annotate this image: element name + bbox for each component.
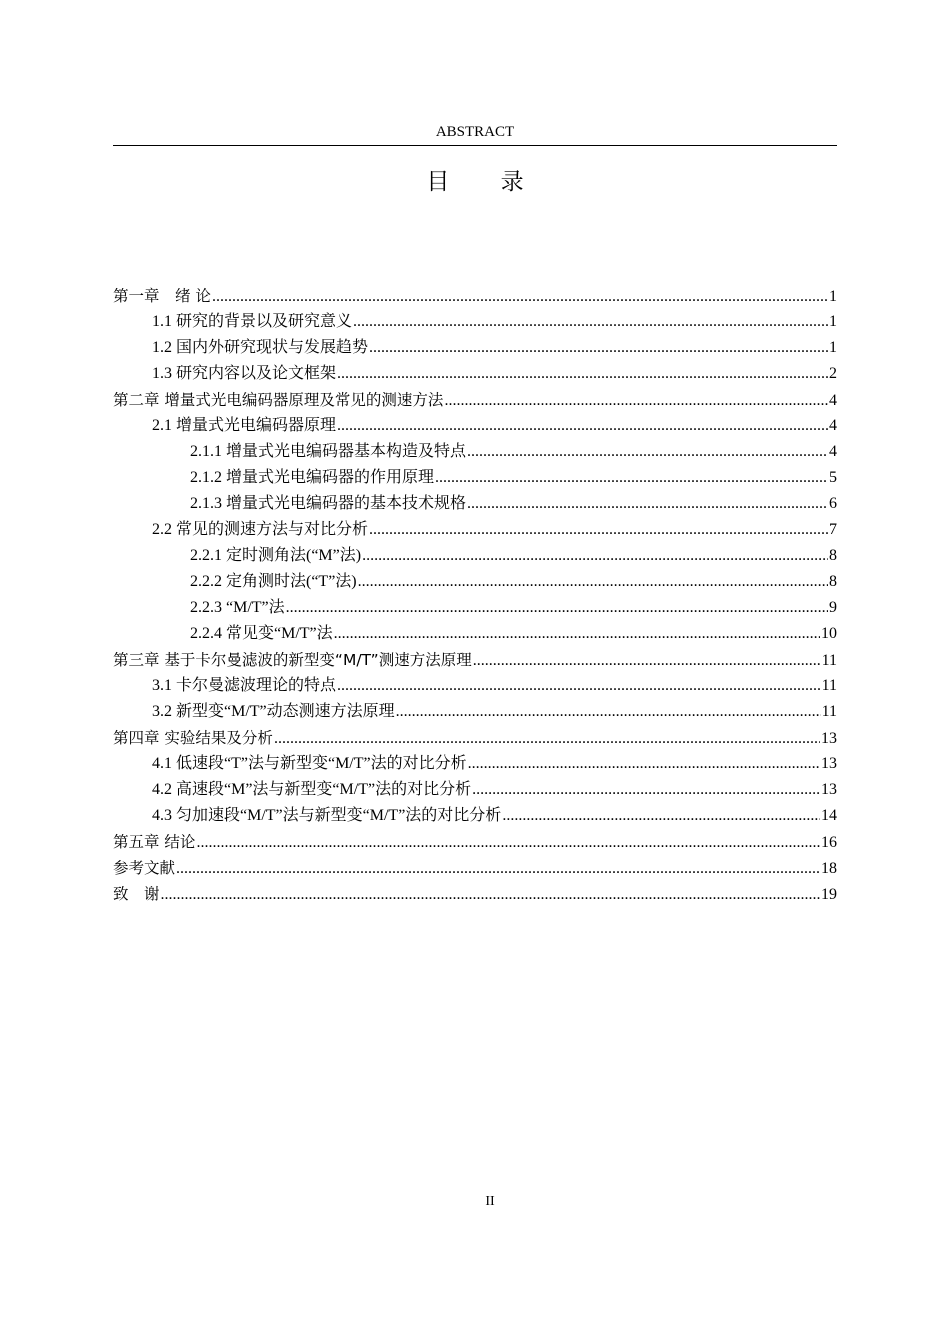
- toc-entry[interactable]: [113, 361, 837, 387]
- toc-dot-leader: [435, 465, 828, 491]
- toc-entry[interactable]: [113, 647, 837, 673]
- toc-entry-page: 9: [829, 599, 837, 616]
- toc-entry[interactable]: [113, 829, 837, 855]
- toc-entry-page: 11: [821, 652, 837, 669]
- toc-entry-title: 2.1 增量式光电编码器原理: [152, 417, 337, 434]
- toc-entry[interactable]: [113, 803, 837, 829]
- toc-entry-title: 2.2.2 定角测时法(“T”法): [190, 573, 357, 590]
- toc-entry-title: 3.2 新型变“M/T”动态测速方法原理: [152, 703, 395, 720]
- header-rule: [113, 145, 837, 146]
- toc-entry-page: 13: [821, 755, 837, 772]
- toc-entry-title: 2.1.2 增量式光电编码器的作用原理: [190, 469, 435, 486]
- toc-entry-title: 2.1.1 增量式光电编码器基本构造及特点: [190, 443, 467, 460]
- toc-entry[interactable]: [113, 751, 837, 777]
- toc-dot-leader: [369, 517, 828, 543]
- toc-entry-page: 13: [821, 781, 837, 798]
- toc-entry[interactable]: [113, 595, 837, 621]
- toc-dot-leader: [212, 284, 828, 310]
- toc-dot-leader: [473, 648, 821, 674]
- toc-dot-leader: [468, 751, 820, 777]
- toc-dot-leader: [358, 569, 828, 595]
- toc-entry-page: 8: [829, 547, 837, 564]
- toc-entry-title: 2.2.4 常见变“M/T”法: [190, 625, 333, 642]
- toc-entry-title: 2.2 常见的测速方法与对比分析: [152, 521, 369, 538]
- toc-entry-title: 4.2 高速段“M”法与新型变“M/T”法的对比分析: [152, 781, 472, 798]
- toc-entry-page: 19: [821, 886, 837, 903]
- toc-dot-leader: [286, 595, 828, 621]
- toc-dot-leader: [161, 882, 820, 908]
- toc-entry[interactable]: [113, 777, 837, 803]
- page-number: II: [485, 1194, 495, 1209]
- toc-entry-page: 11: [821, 677, 837, 694]
- toc-entry-title: 2.1.3 增量式光电编码器的基本技术规格: [190, 495, 467, 512]
- toc-entry-page: 8: [829, 573, 837, 590]
- toc-entry-page: 5: [829, 469, 837, 486]
- toc-entry[interactable]: [113, 491, 837, 517]
- toc-entry-page: 18: [821, 860, 837, 877]
- toc-entry[interactable]: [113, 413, 837, 439]
- toc-dot-leader: [467, 439, 828, 465]
- toc-entry[interactable]: [113, 439, 837, 465]
- toc-entry[interactable]: [113, 309, 837, 335]
- toc-entry[interactable]: [113, 517, 837, 543]
- toc-dot-leader: [467, 491, 828, 517]
- toc-entry-title: 参考文献: [113, 859, 176, 877]
- toc-entry-title: 3.1 卡尔曼滤波理论的特点: [152, 677, 337, 694]
- toc-entry-page: 11: [821, 703, 837, 720]
- toc-title: 目 录: [426, 169, 546, 195]
- toc-entry-title: 1.2 国内外研究现状与发展趋势: [152, 339, 369, 356]
- toc-entry-title: 1.1 研究的背景以及研究意义: [152, 313, 353, 330]
- toc-entry[interactable]: [113, 465, 837, 491]
- toc-dot-leader: [362, 543, 828, 569]
- toc-dot-leader: [196, 830, 820, 856]
- toc-dot-leader: [472, 777, 820, 803]
- toc-entry-page: 1: [829, 313, 837, 330]
- toc-entry-page: 1: [829, 288, 837, 305]
- toc-entry-page: 4: [829, 392, 837, 409]
- toc-entry-page: 2: [829, 365, 837, 382]
- running-header: ABSTRACT: [435, 124, 515, 140]
- toc-entry-page: 7: [829, 521, 837, 538]
- toc-entry[interactable]: [113, 673, 837, 699]
- toc-dot-leader: [444, 388, 828, 414]
- toc-entry[interactable]: [113, 543, 837, 569]
- toc-entry-title: 第三章 基于卡尔曼滤波的新型变“M/T”测速方法原理: [113, 651, 472, 669]
- toc-dot-leader: [334, 621, 820, 647]
- toc-entry[interactable]: [113, 699, 837, 725]
- toc-dot-leader: [353, 309, 828, 335]
- toc-entry[interactable]: [113, 283, 837, 309]
- toc-entry-title: 4.1 低速段“T”法与新型变“M/T”法的对比分析: [152, 755, 467, 772]
- toc-dot-leader: [176, 856, 820, 882]
- table-of-contents: [113, 283, 837, 907]
- toc-dot-leader: [337, 413, 828, 439]
- toc-entry-title: 4.3 匀加速段“M/T”法与新型变“M/T”法的对比分析: [152, 807, 502, 824]
- toc-entry-page: 1: [829, 339, 837, 356]
- toc-entry-page: 13: [821, 730, 837, 747]
- toc-entry-title: 致 谢: [113, 885, 160, 903]
- toc-entry-page: 10: [821, 625, 837, 642]
- toc-entry-title: 第二章 增量式光电编码器原理及常见的测速方法: [113, 391, 444, 409]
- toc-dot-leader: [274, 726, 820, 752]
- toc-entry[interactable]: [113, 725, 837, 751]
- toc-entry[interactable]: [113, 621, 837, 647]
- toc-dot-leader: [369, 335, 828, 361]
- toc-dot-leader: [337, 673, 821, 699]
- toc-entry-title: 第五章 结论: [113, 833, 196, 851]
- toc-entry-page: 16: [821, 834, 837, 851]
- toc-entry[interactable]: [113, 387, 837, 413]
- toc-entry-title: 第一章 绪 论: [113, 287, 211, 305]
- toc-entry-title: 2.2.1 定时测角法(“M”法): [190, 547, 362, 564]
- toc-entry-title: 2.2.3 “M/T”法: [190, 599, 285, 616]
- toc-entry[interactable]: [113, 569, 837, 595]
- toc-entry-title: 1.3 研究内容以及论文框架: [152, 365, 337, 382]
- toc-entry-page: 14: [821, 807, 837, 824]
- toc-entry-page: 6: [829, 495, 837, 512]
- toc-entry[interactable]: [113, 855, 837, 881]
- toc-dot-leader: [396, 699, 821, 725]
- toc-dot-leader: [337, 361, 828, 387]
- toc-entry[interactable]: [113, 335, 837, 361]
- toc-entry[interactable]: [113, 881, 837, 907]
- toc-entry-title: 第四章 实验结果及分析: [113, 729, 273, 747]
- toc-dot-leader: [502, 803, 820, 829]
- toc-entry-page: 4: [829, 443, 837, 460]
- toc-entry-page: 4: [829, 417, 837, 434]
